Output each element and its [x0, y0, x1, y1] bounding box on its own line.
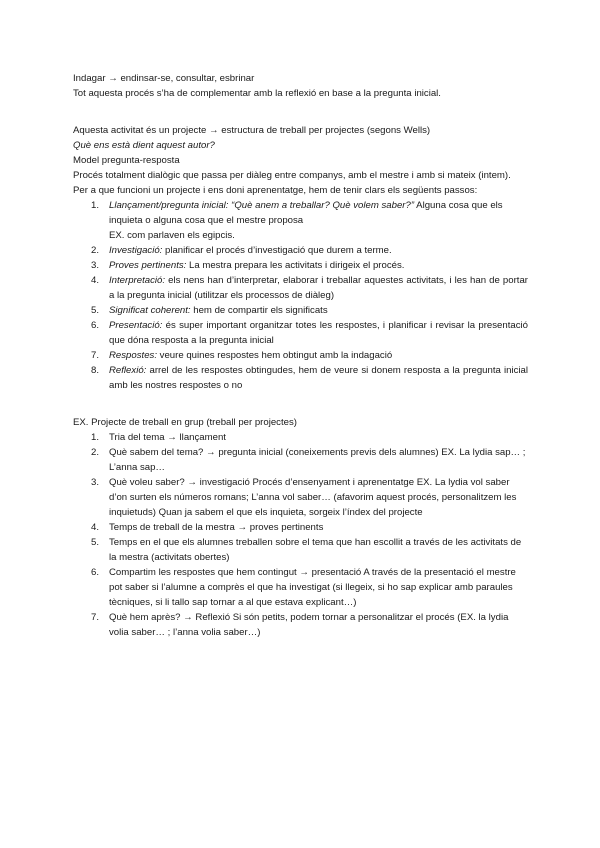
steps-list	[73, 198, 528, 393]
example-item-1: 1. Tria del tema → llançament	[91, 432, 226, 443]
example-item-6: 6. Compartim les respostes que hem contingut → presentació A través de la presentació el mestre pot saber si l’alumne a comprès el que ha investigat (si llegeix, si ho sap explicar amb paraules tècniques, si li tallo sap tornar a al que estava explicant…)	[91, 567, 516, 608]
steps-intro: Per a que funcioni un projecte i ens doni aprenentatge, hem de tenir clars els següents passos:	[73, 185, 478, 196]
example-item-5: 5. Temps en el que els alumnes treballen sobre el tema que han escollit a través de les activitats de la mestra (activitats obertes)	[91, 537, 522, 563]
step-4: 4. Interpretació: els nens han d’interpretar, elaborar i treballar aquestes activitats, i les han de portar a la pregunta inicial (utilitzar els processos de diàleg)	[91, 275, 528, 301]
step-8: 8. Reflexió: arrel de les respostes obtingudes, hem de veure si donem resposta a la pregunta inicial amb les nostres respostes o no	[91, 365, 528, 391]
step-3: 3. Proves pertinents: La mestra prepara les activitats i dirigeix el procés.	[91, 260, 405, 271]
step-7: 7. Respostes: veure quines respostes hem obtingut amb la indagació	[91, 350, 393, 361]
step-2: 2. Investigació: planificar el procés d’investigació que durem a terme.	[91, 245, 392, 256]
example-item-7: 7. Què hem après? → Reflexió Si són petits, podem tornar a personalitzar el procés (EX. la lydia volia saber… ; l’anna volia saber…)	[91, 612, 509, 638]
step-6: 6. Presentació: és super important organitzar totes les respostes, i planificar i revisar la presentació que dóna resposta a la pregunta inicial	[91, 320, 528, 346]
example-item-4: 4. Temps de treball de la mestra → proves pertinents	[91, 522, 324, 533]
example-item-3: 3. Què voleu saber? → investigació Procés d’ensenyament i aprenentatge EX. La lydia vol saber d’on surten els números romans; L’anna vol saber… (afavorim aquest procés, personalitzem les inquietuds) Quan ja sabem el que els inquieta, sorgeix l’índex del projecte	[91, 477, 517, 518]
author-question: Què ens està dient aquest autor?	[73, 140, 215, 151]
example-list	[73, 430, 528, 640]
step-1: 1. Llançament/pregunta inicial: “Què anem a treballar? Què volem saber?” Alguna cosa que els inquieta o alguna cosa que el mestre proposa EX. com parlaven els egipcis.	[73, 198, 528, 243]
example-item-2: 2. Què sabem del tema? → pregunta inicial (coneixements previs dels alumnes) EX. La lydia sap… ; L’anna sap…	[91, 447, 526, 473]
example-title: EX. Projecte de treball en grup (treball per projectes)	[73, 417, 297, 428]
model-heading: Model pregunta-resposta	[73, 155, 180, 166]
document-page	[73, 71, 528, 640]
process-description: Procés totalment dialògic que passa per diàleg entre companys, amb el mestre i amb si mateix (intem).	[73, 170, 511, 181]
step-5: 5. Significat coherent: hem de compartir els significats	[91, 305, 328, 316]
intro-line-2: Tot aquesta procés s’ha de complementar amb la reflexió en base a la pregunta inicial.	[73, 88, 441, 99]
project-line: Aquesta activitat és un projecte → estructura de treball per projectes (segons Wells)	[73, 125, 431, 136]
intro-line-1: Indagar → endinsar-se, consultar, esbrinar	[73, 73, 255, 84]
step-1-example: EX. com parlaven els egipcis.	[109, 230, 235, 241]
